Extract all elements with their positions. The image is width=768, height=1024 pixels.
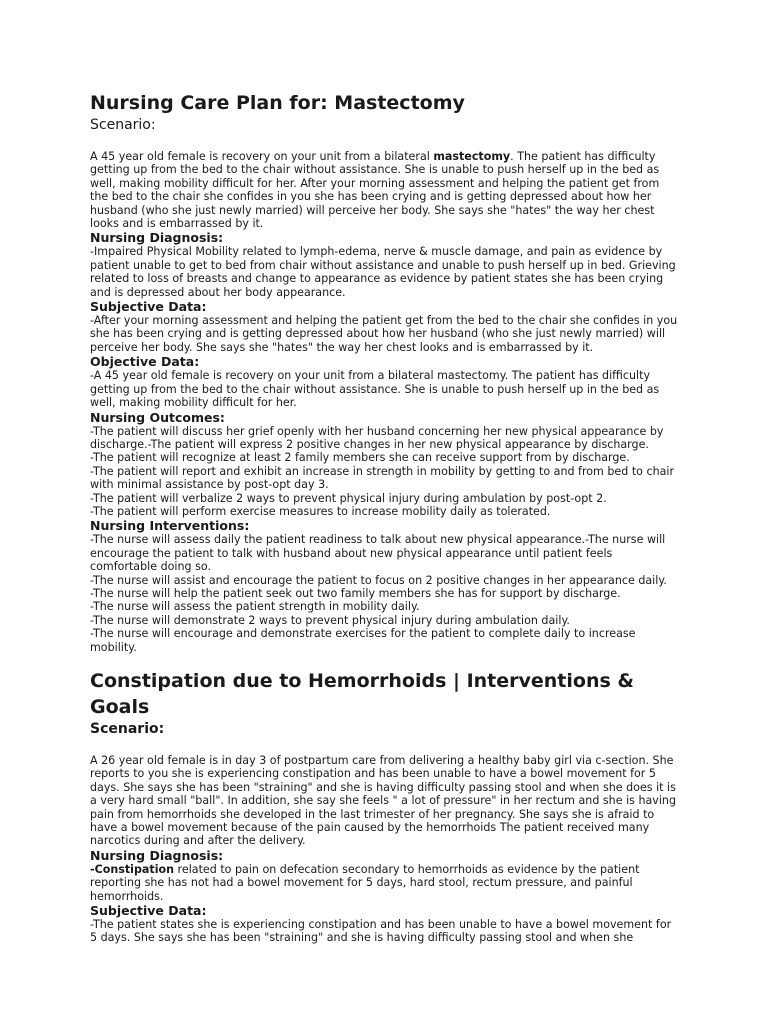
nursing-diagnosis-label: Nursing Diagnosis:	[90, 847, 224, 863]
outcome-item: -The patient will discuss her grief openly with her husband concerning her new physical appearance by discharge.-The patient will express 2 positive changes in her new physical appearance by discharge.	[90, 424, 664, 451]
subjective-data-text: -The patient states she is experiencing constipation and has been unable to have a bowel movement for 5 days. She says she has been "straining" and she is having difficulty passing stool and when she	[90, 918, 672, 945]
nursing-diagnosis-text: -Constipation related to pain on defecation secondary to hemorrhoids as evidence by the patient reporting she has not had a bowel movement for 5 days, hard stool, rectum pressure, and painful hemorrhoids.	[90, 862, 640, 903]
scenario-paragraph: A 26 year old female is in day 3 of postpartum care from delivering a healthy baby girl via c-section. She reports to you she is experiencing constipation and has been unable to have a bowel movement for 5 days. She says she has been "straining" and she is having difficulty passing stool and when she does it is a very hard small "ball". In addition, she say she feels " a lot of pressure" in her rectum and she is having pain from hemorrhoids she developed in the last trimester of her pregnancy. She says she is afraid to have a bowel movement because of the pain caused by the hemorrhoids The patient received many narcotics during and after the delivery.	[90, 754, 677, 848]
subjective-data-text: -After your morning assessment and helping the patient get from the bed to the chair she confides in you she has been crying and is getting depressed about how her husband (who she just newly married) will perceive her body. She says she "hates" the way her chest looks and is embarrassed by it.	[90, 314, 678, 354]
constipation-bold: -Constipation	[90, 862, 175, 876]
intervention-item: -The nurse will help the patient seek out two family members she has for support by discharge.	[90, 586, 621, 600]
intervention-item: -The nurse will encourage and demonstrate exercises for the patient to complete daily to increase mobility.	[90, 627, 636, 654]
intervention-item: -The nurse will demonstrate 2 ways to prevent physical injury during ambulation daily.	[90, 613, 570, 627]
intervention-item: -The nurse will assist and encourage the patient to focus on 2 positive changes in her appearance daily.	[90, 573, 667, 587]
objective-data-text: -A 45 year old female is recovery on your unit from a bilateral mastectomy. The patient has difficulty getting up from the bed to the chair without assistance. She is unable to push herself up in the bed as well, making mobility difficult for her.	[90, 369, 660, 410]
scenario-paragraph: A 45 year old female is recovery on your unit from a bilateral mastectomy. The patient has difficulty getting up from the bed to the chair without assistance. She is unable to push herself up in the bed as well, making mobility difficult for her. After your morning assessment and helping the patient get from the bed to the chair she confides in you she has been crying and is getting depressed about how her husband (who she just newly married) will perceive her body. She says she "hates" the way her chest looks and is embarrassed by it.	[90, 150, 660, 231]
subjective-data-label: Subjective Data:	[90, 299, 207, 315]
subjective-data-label: Subjective Data:	[90, 903, 207, 919]
outcome-item: -The patient will verbalize 2 ways to prevent physical injury during ambulation by post-opt 2.	[90, 491, 607, 505]
objective-data-label: Objective Data:	[90, 354, 200, 370]
outcome-item: -The patient will perform exercise measures to increase mobility daily as tolerated.	[90, 504, 551, 518]
document-page	[90, 90, 678, 945]
outcome-item: -The patient will recognize at least 2 family members she can receive support from by discharge.	[90, 451, 630, 465]
nursing-diagnosis-label: Nursing Diagnosis:	[90, 230, 224, 246]
nursing-outcomes-label: Nursing Outcomes:	[90, 409, 225, 425]
intervention-item: -The nurse will assess daily the patient readiness to talk about new physical appearance.-The nurse will encourage the patient to talk with husband about new physical appearance until patient feels comfortable doing so.	[90, 533, 666, 574]
section-title-constipation: Constipation due to Hemorrhoids | Interventions & Goals	[90, 670, 634, 718]
intervention-item: -The nurse will assess the patient strength in mobility daily.	[90, 600, 420, 614]
scenario-heading: Scenario:	[90, 721, 165, 737]
nursing-interventions-label: Nursing Interventions:	[90, 518, 250, 534]
outcome-item: -The patient will report and exhibit an increase in strength in mobility by getting to and from bed to chair with minimal assistance by post-opt day 3.	[90, 464, 675, 492]
section-title-mastectomy: Nursing Care Plan for: Mastectomy	[90, 92, 465, 114]
nursing-diagnosis-text: -Impaired Physical Mobility related to lymph-edema, nerve & muscle damage, and pain as evidence by patient unable to get to bed from chair without assistance and unable to push herself up in bed. Grieving related to loss of breasts and change to appearance as evidence by patient states she has been crying and is depressed about her body appearance.	[90, 245, 676, 299]
mastectomy-bold: mastectomy	[433, 150, 511, 163]
scenario-heading: Scenario:	[90, 117, 156, 133]
